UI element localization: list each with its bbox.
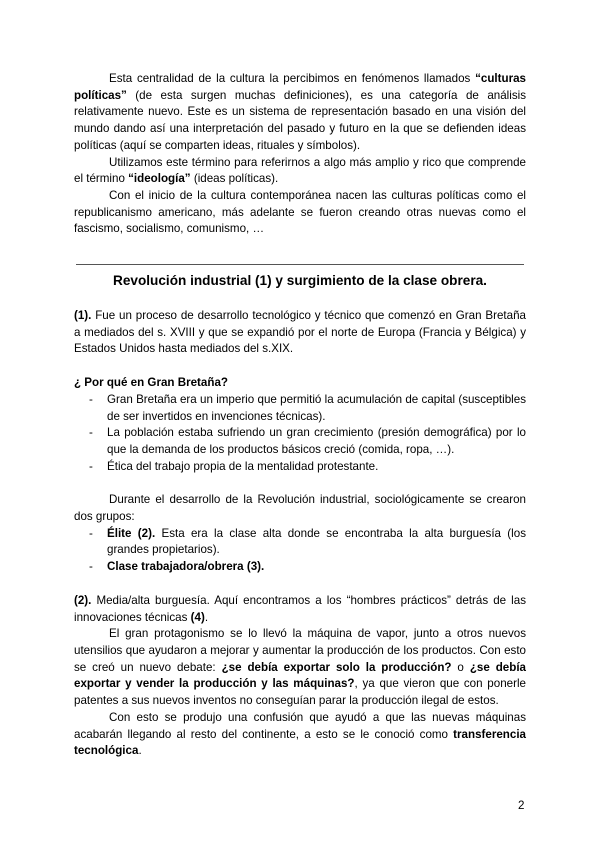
list-item-clase-trabajadora: - Clase trabajadora/obrera (3). xyxy=(89,560,265,574)
paragraph-ideologia: Utilizamos este término para referirnos a algo más amplio y rico que comprende el término “ideología” (ideas políticas). xyxy=(74,155,526,186)
section-heading: Revolución industrial (1) y surgimiento de la clase obrera. xyxy=(113,273,487,289)
list-item: - Gran Bretaña era un imperio que permitió la acumulación de capital (susceptibles de ser invertidos en invenciones técnicas). xyxy=(89,392,526,423)
paragraph-definition: (1). Fue un proceso de desarrollo tecnológico y técnico que comenzó en Gran Bretaña a mediados del s. XVIII y que se expandió por el norte de Europa (Francia y Bélgica) y Estados Unidos hasta mediados del s.XIX. xyxy=(74,309,526,356)
paragraph-groups-intro: Durante el desarrollo de la Revolución industrial, sociológicamente se crearon dos grupos: xyxy=(74,493,526,524)
why-list xyxy=(74,392,526,476)
term-culturas-politicas: “culturas políticas” xyxy=(74,72,526,102)
term-transferencia-tecnologica: transferencia tecnológica xyxy=(74,727,526,758)
groups-list xyxy=(74,526,526,576)
why-heading: ¿ Por qué en Gran Bretaña? xyxy=(74,376,228,390)
list-item: - La población estaba sufriendo un gran crecimiento (presión demográfica) por lo que la demanda de los productos básicos creció (comida, ropa, …). xyxy=(89,426,526,456)
term-ideologia: “ideología” xyxy=(128,172,191,186)
paragraph-maquina-vapor: El gran protagonismo se lo llevó la máquina de vapor, junto a otros nuevos utensilios que ayudaron a mejorar y aumentar la producción de los productos. Con esto se creó un nuevo debate: ¿se debía exportar solo la producción? o ¿se debía exportar y vender la producción y las máquinas?, ya que vieron que con ponerle patentes a sus nuevos inventos no conseguían parar la producción ilegal de estos. xyxy=(74,627,526,708)
paragraph-culturas-politicas: Esta centralidad de la cultura la percibimos en fenómenos llamados “culturas políticas” (de esta surgen muchas definiciones), es una categoría de análisis relativamente nuevo. Este es un sistema de representación basado en una visión del mundo dando así una interpretación del pasado y futuro en la que se defienden ideas políticas (aquí se comparten ideas, rituales y símbolos). xyxy=(74,72,526,152)
paragraph-transferencia: Con esto se produjo una confusión que ayudó a que las nuevas máquinas acabarán llegando al resto del continente, a esto se le conoció como transferencia tecnológica. xyxy=(74,710,526,758)
list-item: - Ética del trabajo propia de la mentalidad protestante. xyxy=(89,459,379,473)
document-page xyxy=(74,71,526,760)
paragraph-cultura-contemporanea: Con el inicio de la cultura contemporánea nacen las culturas políticas como el republicanismo americano, más adelante se fueron creando otras nuevas como el fascismo, socialismo, comunismo, … xyxy=(74,188,526,236)
page-number: 2 xyxy=(518,799,525,812)
list-item-elite: - Élite (2). Esta era la clase alta donde se encontraba la alta burguesía (los grandes propietarios). xyxy=(89,526,526,557)
paragraph-burguesia: (2). Media/alta burguesía. Aquí encontramos a los “hombres prácticos” detrás de las innovaciones técnicas (4). xyxy=(74,593,526,624)
